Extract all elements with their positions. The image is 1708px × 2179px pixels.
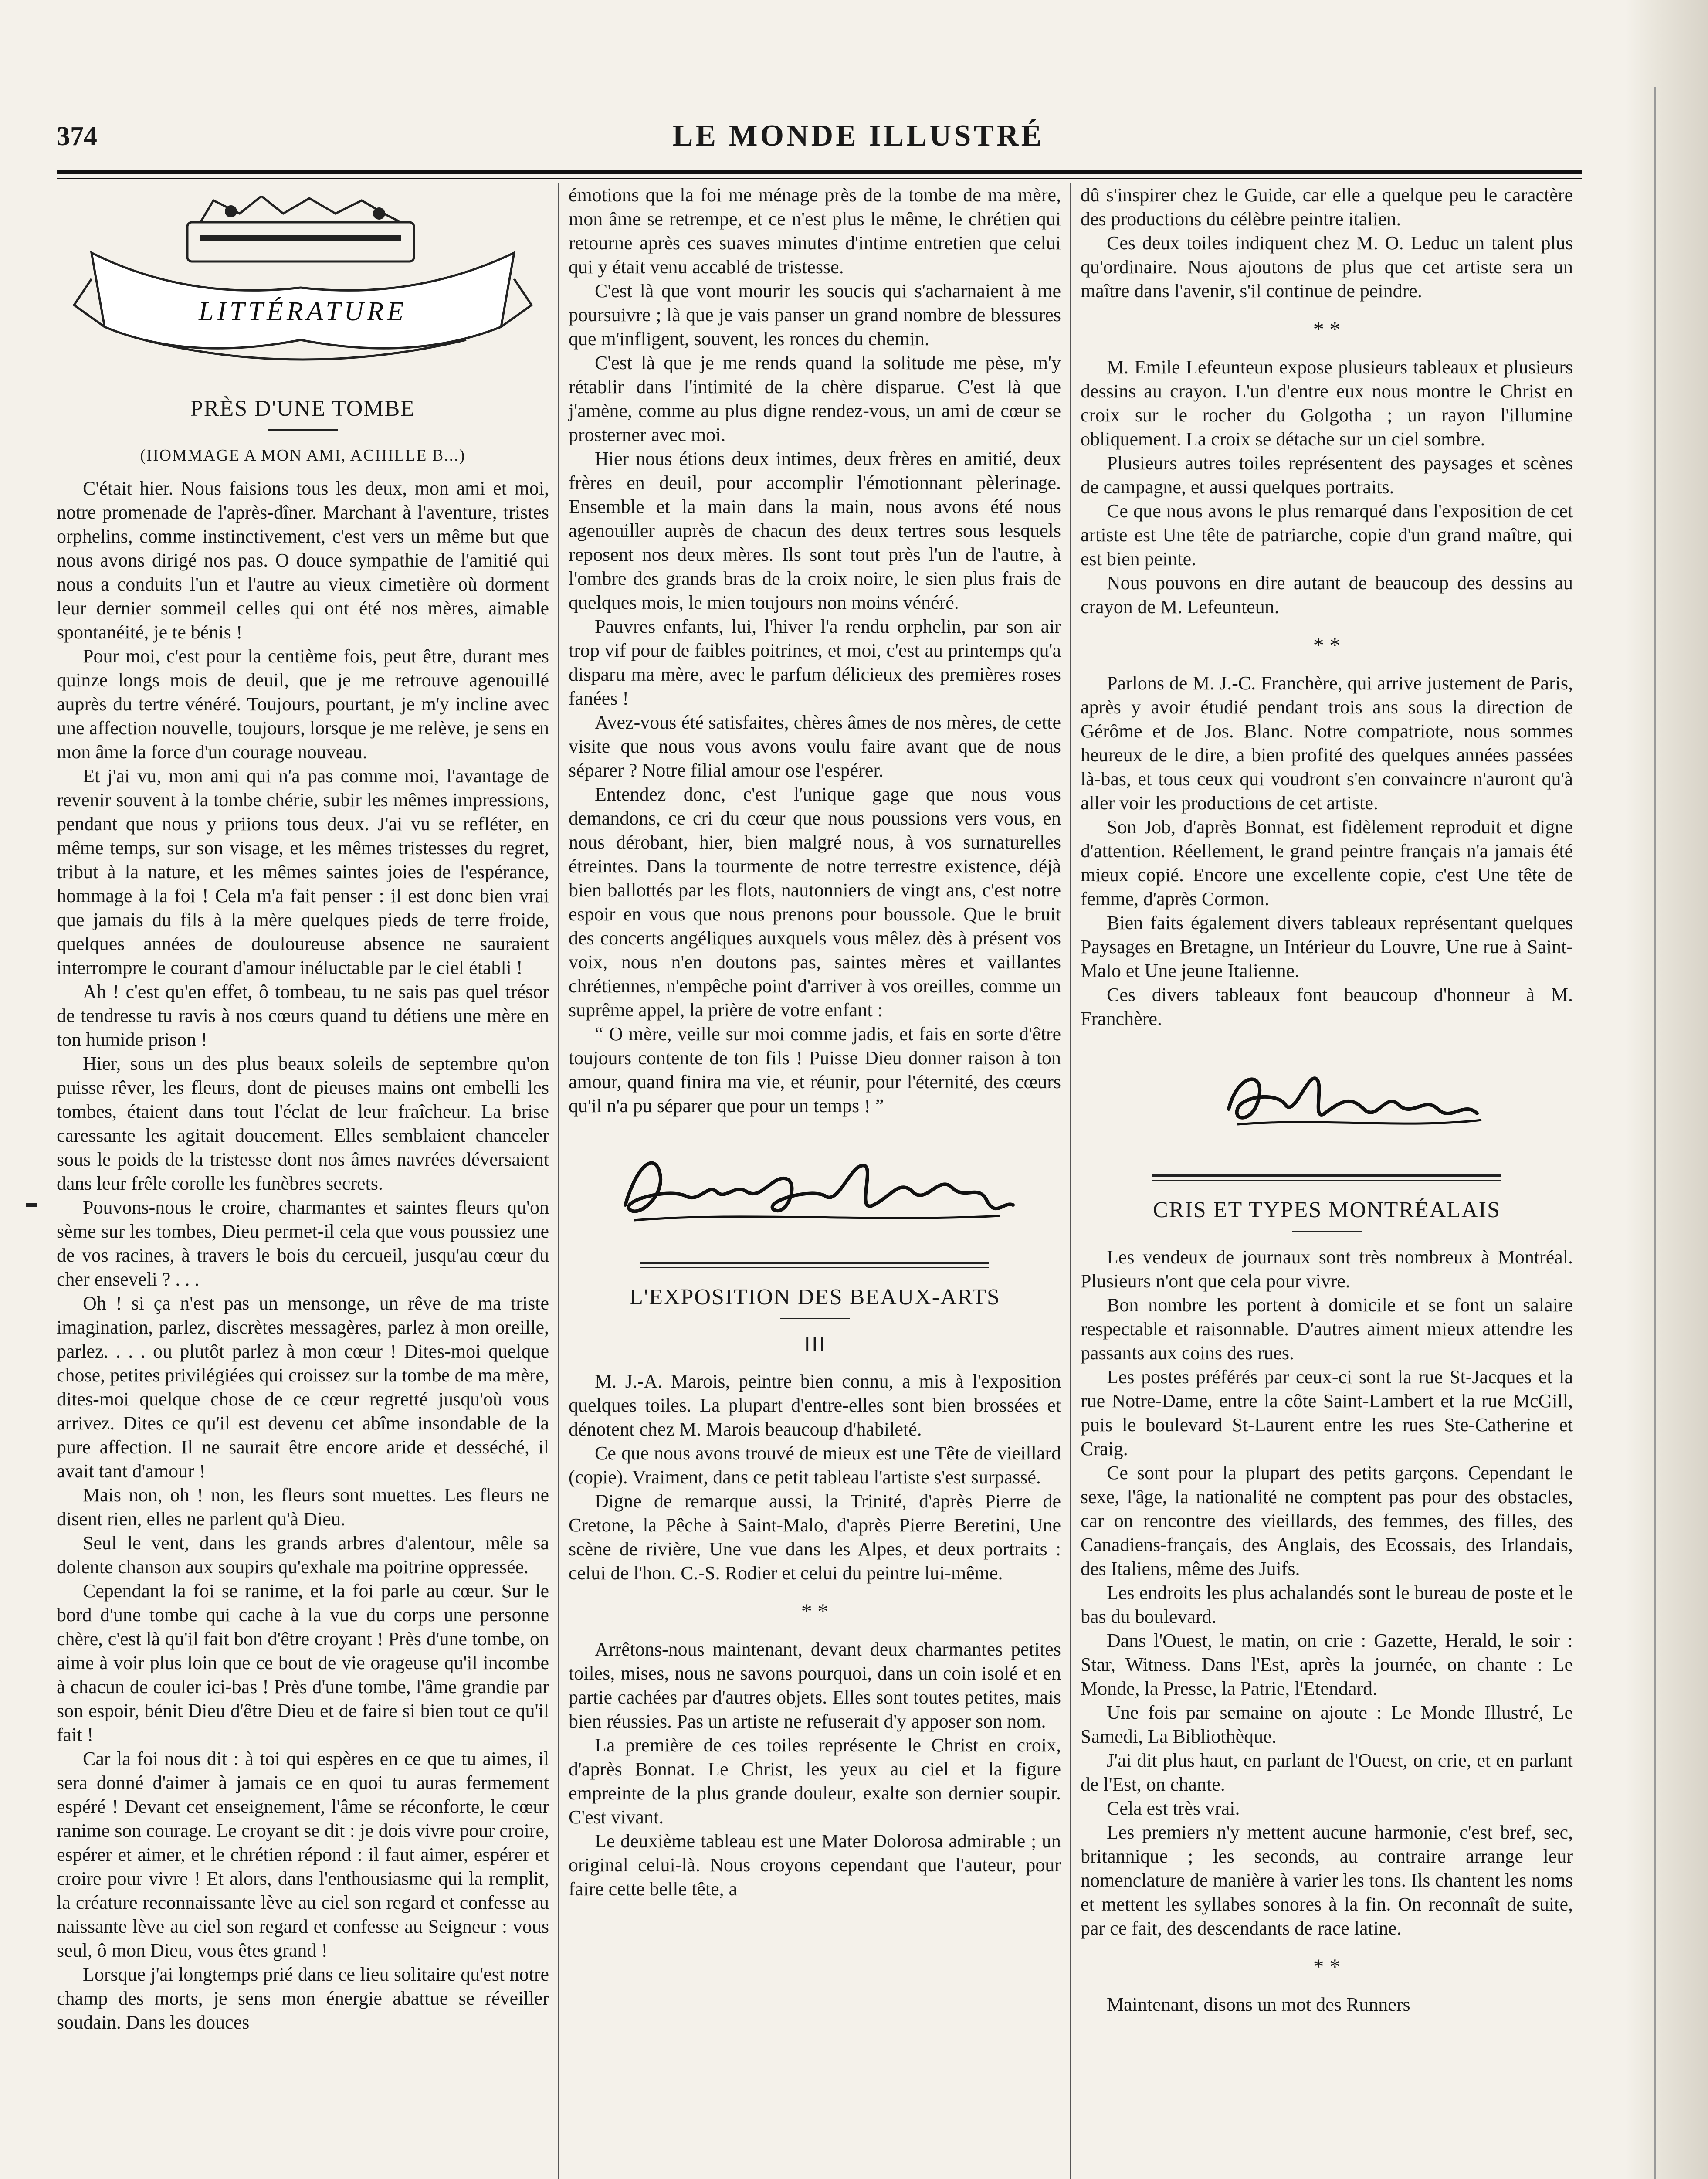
header-rule [57, 170, 1582, 179]
masthead: LE MONDE ILLUSTRÉ [672, 119, 1044, 153]
paragraph: C'était hier. Nous faisions tous les deux, mon ami et moi, notre promenade de l'après-dîner. Marchant à l'aventure, tristes orphelins, comme instinctivement, c'est vers un même but que nous avons dirigé nos pas. O douce sympathie de l'amitié qui nous a conduits l'un et l'autre au vieux cimetière où dorment leur dernier sommeil celles qui ont été nos mères, aimable spontanéité, je te bénis ! [57, 478, 549, 643]
closing-line: Maintenant, disons un mot des Runners [1107, 1994, 1410, 2015]
paragraph: Mais non, oh ! non, les fleurs sont muettes. Les fleurs ne disent rien, elles ne parlent qu'à Dieu. [57, 1484, 549, 1530]
paragraph: émotions que la foi me ménage près de la tombe de ma mère, mon âme se retrempe, et ce n'est plus le même, le chrétien qui retourne après ces suaves minutes d'intime entretien que celui qui y était venu accablé de tristesse. [569, 184, 1061, 278]
signature-2 [1081, 1048, 1573, 1148]
article-subtitle: (HOMMAGE A MON AMI, ACHILLE B...) [140, 446, 466, 465]
paragraph: Pour moi, c'est pour la centième fois, peut être, durant mes quinze longs mois de deuil, que je me retrouve agenouillé auprès du tertre vénéré. Toujours, pourtant, je m'y incline avec une affection nouvelle, toujours, lorsque je me relève, je sens en mon âme la force d'un courage nouveau. [57, 645, 549, 763]
paragraph: Le deuxième tableau est une Mater Dolorosa admirable ; un original celui-là. Nous croyons cependant que l'auteur, pour faire cette belle tête, a [569, 1830, 1061, 1900]
page-number: 374 [57, 122, 97, 151]
section-rule [640, 1262, 989, 1268]
paragraph: Les postes préférés par ceux-ci sont la rue St-Jacques et la rue Notre-Dame, entre la côte Saint-Lambert et la rue McGill, puis le boulevard St-Laurent entre les rues Ste-Catherine et Craig. [1081, 1366, 1573, 1459]
paragraph: Cependant la foi se ranime, et la foi parle au cœur. Sur le bord d'une tombe qui cache à la vue du corps une personne chère, c'est là qu'il fait bon d'être croyant ! Près d'une tombe, on aime à voir plus loin que ce bout de vie orageuse qu'il incombe à chacun de couler ici-bas ! Près d'une tombe, l'âme grandie par son espoir, bénit Dieu d'être Dieu et de faire si bien tout ce qu'il fait ! [57, 1580, 549, 1745]
paragraph: Pouvons-nous le croire, charmantes et saintes fleurs qu'on sème sur les tombes, Dieu permet-il cela que vous poussiez une de vos racines, à travers le bois du cercueil, jusqu'au cœur du cher enseveli ? . . . [57, 1197, 549, 1290]
page-spine-edge [1625, 0, 1708, 2179]
paragraph: Arrêtons-nous maintenant, devant deux charmantes petites toiles, mises, nous ne savons pourquoi, dans un coin isolé et en partie cachées par d'autres objets. Elles sont toutes petites, mais bien réussies. Pas un artiste ne refuserait d'y apposer son nom. [569, 1639, 1061, 1732]
title-rule [1292, 1231, 1362, 1232]
paragraph: Cela est très vrai. [1107, 1798, 1240, 1819]
paragraph: C'est là que je me rends quand la solitude me pèse, m'y rétablir dans l'intimité de la chère disparue. C'est là que j'amène, comme au plus digne rendez-vous, un ami de cœur se prosterner avec moi. [569, 352, 1061, 445]
paragraph: Bien faits également divers tableaux représentant quelques Paysages en Bretagne, un Intérieur du Louvre, Une rue à Saint-Malo et Une jeune Italienne. [1081, 912, 1573, 981]
margin-mark [26, 1203, 37, 1207]
title-rule [268, 429, 338, 431]
paragraph: Car la foi nous dit : à toi qui espères en ce que tu aimes, il sera donné d'aimer à jamais ce en quoi tu auras fermement espéré ! Devant cet enseignement, l'âme se réconforte, le cœur ranime son courage. Le croyant se dit : je dois vivre pour croire, espérer et aimer, et le chrétien répond : il faut aimer, espérer et croire pour vivre ! Et alors, dans l'enthousiasme qui la remplit, la créature reconnaissante lève au ciel son regard et confesse au naissante lève au ciel son regard et confesse au Seigneur : vous seul, ô mon Dieu, vous êtes grand ! [57, 1748, 549, 1961]
banner-illustration [57, 196, 549, 379]
paragraph: J'ai dit plus haut, en parlant de l'Ouest, on crie, et en parlant de l'Est, on chante. [1081, 1750, 1573, 1795]
paragraph: Une fois par semaine on ajoute : Le Monde Illustré, Le Samedi, La Bibliothèque. [1081, 1702, 1573, 1747]
paragraph: Et j'ai vu, mon ami qui n'a pas comme moi, l'avantage de revenir souvent à la tombe chérie, subir les mêmes impressions, pendant que nous y priions tous deux. J'ai vu se refléter, en même temps, sur son visage, et les mêmes tristesses du regret, tribut à la nature, et les mêmes saintes joies de l'espérance, hommage à la foi ! Cela m'a fait penser : il est donc bien vrai que jamais du fils à la mère quelques pieds de terre froide, quelques années de douloureuse absence ne sauraient interrompre le courant d'amour inéluctable par le ciel établi ! [57, 765, 549, 978]
paragraph: “ O mère, veille sur moi comme jadis, et fais en sorte d'être toujours contente de ton fils ! Puisse Dieu donner raison à ton amour, quand finira ma vie, et réunir, pour l'éternité, des cœurs qu'il n'a pu séparer que pour un temps ! ” [569, 1023, 1061, 1117]
paragraph: Ah ! c'est qu'en effet, ô tombeau, tu ne sais pas quel trésor de tendresse tu ravis à nos cœurs quand tu détiens une mère en ton humide prison ! [57, 981, 549, 1050]
litterature-banner [57, 196, 549, 379]
column-divider [1070, 183, 1071, 2179]
column-3 [1081, 183, 1573, 2016]
paragraph: Hier nous étions deux intimes, deux frères en amitié, deux frères en deuil, pour accomplir l'émotionnant pèlerinage. Ensemble et la main dans la main, nous avons été nous agenouiller auprès de chacun des deux tertres sous lesquels reposent nos deux mères. Ils sont tout près l'un de l'autre, à l'ombre des grands bras de la croix noire, le sien plus frais de quelques mois, le mien toujours non moins vénéré. [569, 448, 1061, 613]
section-rule [1152, 1174, 1501, 1181]
paragraph: Avez-vous été satisfaites, chères âmes de nos mères, de cette visite que nous vous avons voulu faire avant que de nous séparer ? Notre filial amour ose l'espérer. [569, 712, 1061, 781]
paragraph: La première de ces toiles représente le Christ en croix, d'après Bonnat. Le Christ, les yeux au ciel et la figure empreinte de la plus grande douleur, exalte son dernier soupir. C'est vivant. [569, 1734, 1061, 1828]
spine-line [1654, 87, 1656, 2179]
column-divider [558, 183, 559, 2179]
paragraph: Nous pouvons en dire autant de beaucoup des dessins au crayon de M. Lefeunteun. [1081, 572, 1573, 618]
paragraph: C'est là que vont mourir les soucis qui s'acharnaient à me poursuivre ; là que je vais panser un grand nombre de blessures que m'infligent, souvent, les ronces du chemin. [569, 280, 1061, 350]
paragraph: Les vendeux de journaux sont très nombreux à Montréal. Plusieurs n'ont que cela pour vivre. [1081, 1246, 1573, 1292]
section-stars: * * [1313, 1954, 1341, 1979]
paragraph: Hier, sous un des plus beaux soleils de septembre qu'on puisse rêver, les fleurs, dont de pieuses mains ont embelli les tombes, étaient dans tout l'éclat de leur fraîcheur. La brise caressante les agitait doucement. Elles semblaient chanceler sous le poids de la tristesse dont nos âmes navrées déversaient dans leur frêle corolle les funèbres secrets. [57, 1053, 549, 1194]
paragraph: Parlons de M. J.-C. Franchère, qui arrive justement de Paris, après y avoir étudié pendant trois ans sous la direction de Gérôme et de Jos. Blanc. Notre compatriote, nous sommes heureux de le dire, a bien profité des quelques années passées là-bas, et tous ceux qui voudront s'en convaincre n'auront qu'à aller voir les productions de cet artiste. [1081, 672, 1573, 814]
page-header [0, 0, 1708, 187]
paragraph: Lorsque j'ai longtemps prié dans ce lieu solitaire qu'est notre champ des morts, je sens mon énergie abattue se réveiller soudain. Dans les douces [57, 1964, 549, 2033]
paragraph: Les endroits les plus achalandés sont le bureau de poste et le bas du boulevard. [1081, 1582, 1573, 1627]
column-1 [57, 183, 549, 2034]
section-title-cris: CRIS ET TYPES MONTRÉALAIS [1153, 1198, 1501, 1222]
banner-text: LITTÉRATURE [198, 297, 407, 326]
paragraph: Ce que nous avons trouvé de mieux est une Tête de vieillard (copie). Vraiment, dans ce petit tableau l'artiste s'est surpassé. [569, 1442, 1061, 1488]
paragraph: Oh ! si ça n'est pas un mensonge, un rêve de ma triste imagination, parlez, discrètes messagères, parlez à mon oreille, parlez. . . . ou plutôt parlez à mon cœur ! Dites-moi quelque chose, petites privilégiées qui croissez sur la tombe de ma mère, dites-moi quelque chose de ce cœur regretté jusqu'où vous arrivez. Dites ce qu'il est devenu cet abîme insondable de la pure affection. Il ne saurait être encore aride et desséché, il avait tant d'amour ! [57, 1293, 549, 1482]
column-2 [569, 183, 1061, 1901]
paragraph: Plusieurs autres toiles représentent des paysages et scènes de campagne, et aussi quelques portraits. [1081, 452, 1573, 498]
paragraph: Ces deux toiles indiquent chez M. O. Leduc un talent plus qu'ordinaire. Nous ajoutons de plus que cet artiste sera un maître dans l'avenir, s'il continue de peindre. [1081, 232, 1573, 302]
paragraph: Les premiers n'y mettent aucune harmonie, c'est bref, sec, britannique ; les seconds, au contraire arrange leur nomenclature de manière à varier les tons. Ils chantent les noms et mettent les syllabes sonores à la fin. On reconnaît de suite, par ce fait, des descendants de race latine. [1081, 1822, 1573, 1939]
paragraph: M. Emile Lefeunteun expose plusieurs tableaux et plusieurs dessins au crayon. L'un d'entre eux nous montre le Christ en croix sur le rocher du Golgotha ; un rayon l'illumine obliquement. La croix se détache sur un ciel sombre. [1081, 356, 1573, 450]
article-title: PRÈS D'UNE TOMBE [190, 396, 416, 421]
paragraph: Entendez donc, c'est l'unique gage que nous vous demandons, ce cri du cœur que nous poussions vers vous, en nous dérobant, hier, bien malgré nous, à vos surnaturelles étreintes. Dans la tourmente de notre terrestre existence, déjà bien ballottés par les flots, nautonniers de vingt ans, c'est notre espoir en vous que nous prenons pour boussole. Que le bruit des concerts angéliques auxquels vous mêlez dès à présent vos voix, nous n'en doutons pas, saintes mères et vaillantes chrétiennes, n'empêche point d'arriver à vos oreilles, comme un suprême appel, la prière de votre enfant : [569, 784, 1061, 1021]
paragraph: Bon nombre les portent à domicile et se font un salaire respectable et raisonnable. D'autres aiment mieux attendre les passants aux coins des rues. [1081, 1294, 1573, 1364]
paragraph: Ces divers tableaux font beaucoup d'honneur à M. Franchère. [1081, 984, 1573, 1029]
paragraph: dû s'inspirer chez le Guide, car elle a quelque peu le caractère des productions du célèbre peintre italien. [1081, 184, 1573, 230]
paragraph: M. J.-A. Marois, peintre bien connu, a mis à l'exposition quelques toiles. La plupart d'entre-elles sont bien brossées et dénotent chez M. Marois beaucoup d'habileté. [569, 1371, 1061, 1440]
section-stars: * * [801, 1599, 829, 1623]
paragraph: Digne de remarque aussi, la Trinité, d'après Pierre de Cretone, la Pêche à Saint-Malo, d'après Pierre Beretini, Une scène de rivière, Une vue dans les Alpes, et deux portraits : celui de l'hon. C.-S. Rodier et celui du peintre lui-même. [569, 1490, 1061, 1584]
paragraph: Dans l'Ouest, le matin, on crie : Gazette, Herald, le soir : Star, Witness. Dans l'Est, après la journée, on chante : Le Monde, la Presse, la Patrie, l'Etendard. [1081, 1630, 1573, 1699]
title-rule [780, 1318, 850, 1319]
section-stars: * * [1313, 633, 1341, 657]
paragraph: Seul le vent, dans les grands arbres d'alentour, mêle sa dolente chanson aux soupirs qu'exhale ma poitrine oppressée. [57, 1532, 549, 1578]
signature-1 [569, 1135, 1061, 1235]
paragraph: Pauvres enfants, lui, l'hiver l'a rendu orphelin, par son air trop vif pour de faibles poitrines, et moi, c'est au printemps qu'a disparu ma mère, avec le parfum délicieux des premières roses fanées ! [569, 616, 1061, 709]
paragraph: Ce que nous avons le plus remarqué dans l'exposition de cet artiste est Une tête de patriarche, copie d'un grand maître, qui est bien peinte. [1081, 500, 1573, 570]
paragraph: Ce sont pour la plupart des petits garçons. Cependant le sexe, l'âge, la nationalité ne comptent pas pour des obstacles, car on rencontre des vieillards, des femmes, des filles, des Canadiens-français, des Anglais, des Ecossais, des Irlandais, des Italiens, même des Juifs. [1081, 1462, 1573, 1579]
handwritten-signature [569, 1135, 1061, 1235]
section-number: III [803, 1332, 826, 1357]
paragraph: Son Job, d'après Bonnat, est fidèlement reproduit et digne d'attention. Réellement, le grand peintre français n'a jamais été mieux copié. Encore une excellente copie, c'est Une tête de femme, d'après Cormon. [1081, 816, 1573, 910]
section-stars: * * [1313, 317, 1341, 341]
section-title-exposition: L'EXPOSITION DES BEAUX-ARTS [629, 1285, 1000, 1310]
handwritten-signature [1081, 1048, 1573, 1148]
